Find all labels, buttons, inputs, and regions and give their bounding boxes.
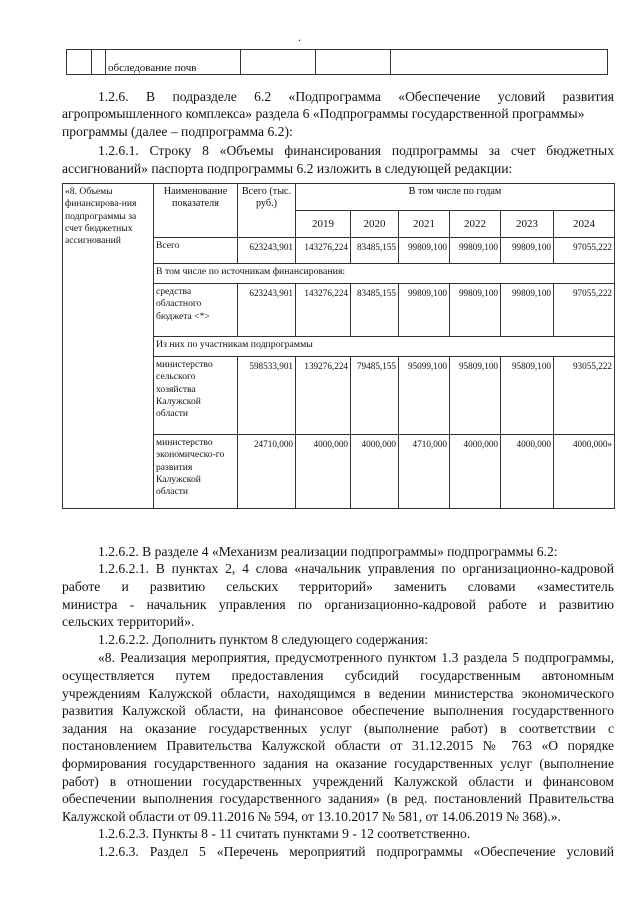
table-row-economic: министерство экономическо-го развития Калужской области 24710,000 4000,000 4000,000 4710,000 4000,000 4000,000 4000,000» (63, 435, 615, 509)
year-header: 2022 (450, 211, 501, 238)
row-label-financing: «8. Объемы финансирова-ния подпрограммы за счет бюджетных ассигнований (63, 184, 154, 509)
year-header: 2023 (501, 211, 554, 238)
paragraph-1-2-6: 1.2.6. В подразделе 6.2 «Подпрограмма «Обеспечение условий развития (98, 89, 614, 104)
continuation-cell: обследование почв (106, 50, 241, 75)
paragraph-1-2-6-1-cont: ассигнований» паспорта подпрограммы 6.2 изложить в следующей редакции: (62, 161, 513, 176)
table-row-regional: средства областного бюджета <*> 623243,901 143276,224 83485,155 99809,100 99809,100 99809,100 97055,222 (63, 284, 615, 337)
year-header: 2024 (554, 211, 615, 238)
page-marker: . (298, 30, 301, 44)
section-participants: Из них по участникам подпрограммы (154, 337, 615, 357)
paragraph-1-2-6-2-1-cont: работе и развитию сельских территорий» заменить словами «заместитель министра - начальник управления по организационно-кадровой работе и развитию сельских территорий». (62, 579, 614, 630)
paragraph-1-2-6-3: 1.2.6.3. Раздел 5 «Перечень мероприятий подпрограммы «Обеспечение условий (98, 844, 614, 859)
continuation-table (66, 49, 608, 75)
paragraph-1-2-6-2: 1.2.6.2. В разделе 4 «Механизм реализации подпрограммы» подпрограммы 6.2: (98, 544, 558, 559)
col-header-total: Всего (тыс. руб.) (238, 184, 296, 238)
paragraph-1-2-6-2-2: 1.2.6.2.2. Дополнить пунктом 8 следующего содержания: (98, 632, 429, 647)
table-row-total: Всего 623243,901 143276,224 83485,155 99809,100 99809,100 99809,100 97055,222 (63, 238, 615, 264)
section-sources: В том числе по источникам финансирования: (154, 264, 615, 284)
paragraph-1-2-6-cont: агропромышленного комплекса» раздела 6 «Подпрограммы государственной программы» программы (далее – подпрограмма 6.2): (62, 106, 585, 139)
paragraph-8-body: осуществляется путем предоставления субсидий государственным автономным учреждениям Калужской области, находящимся в ведении министерства экономического развития Калужской области, на финансовое обеспечение выполнения государственного задания на оказание государственных услуг (выполнение работ) в соответствии с постановлением Правительства Калужской области от 31.12.2015 № 763 «О порядке формирования государственного задания на оказание государственных услуг (выполнение работ) в отношении государственных учреждений Калужской области и финансовом обеспечении выполнения государственного задания» (в ред. постановлений Правительства Калужской области от 09.11.2016 № 594, от 13.10.2017 № 581, от 14.06.2019 № 368).». (62, 668, 614, 824)
paragraph-1-2-6-2-3: 1.2.6.2.3. Пункты 8 - 11 считать пунктами 9 - 12 соответственно. (98, 826, 471, 841)
paragraph-1-2-6-2-1: 1.2.6.2.1. В пунктах 2, 4 слова «начальник управления по организационно-кадровой (98, 561, 614, 576)
paragraph-8-first: «8. Реализация мероприятия, предусмотренного пунктом 1.3 раздела 5 подпрограммы, (98, 650, 614, 665)
year-header: 2019 (296, 211, 351, 238)
year-header: 2020 (351, 211, 399, 238)
paragraph-1-2-6-1: 1.2.6.1. Строку 8 «Объемы финансирования подпрограммы за счет бюджетных (98, 143, 614, 158)
table-row-agriculture: министерство сельского хозяйства Калужской области 598533,901 139276,224 79485,155 95099,100 95809,100 95809,100 93055,222 (63, 357, 615, 435)
col-header-name: Наименование показателя (154, 184, 238, 238)
financing-table (62, 183, 615, 509)
year-header: 2021 (399, 211, 450, 238)
col-header-years-group: В том числе по годам (296, 184, 615, 211)
